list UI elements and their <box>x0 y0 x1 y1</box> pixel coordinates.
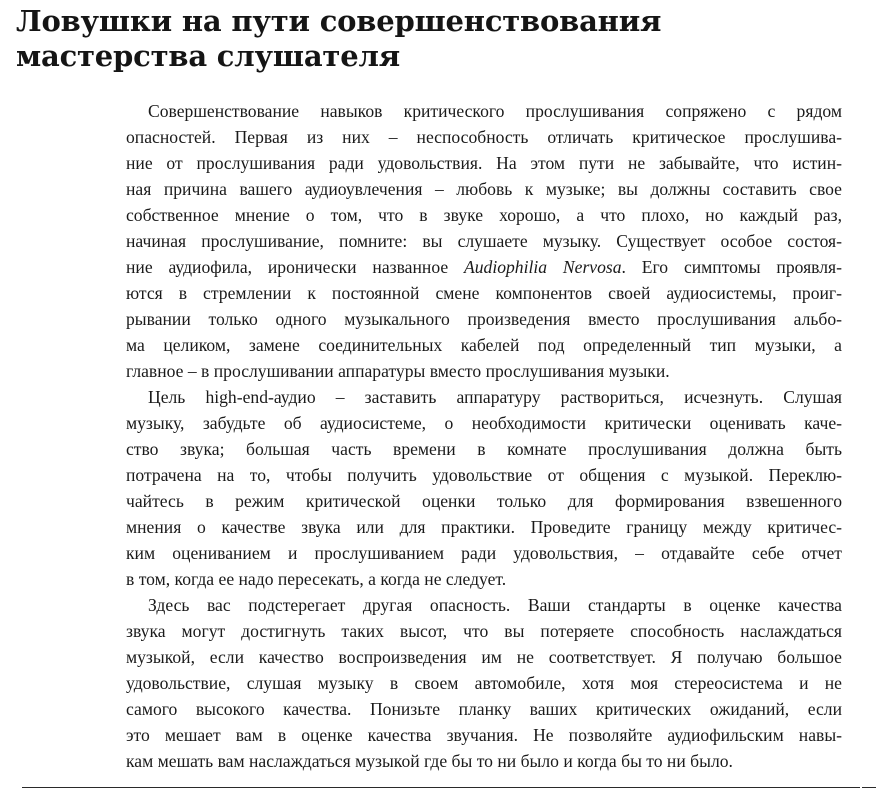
text-line: кам мешать вам наслаждаться музыкой где бы то ни было и когда бы то ни было. <box>126 751 733 771</box>
body-text <box>126 98 842 774</box>
text-line: ким оцениванием и прослушиванием ради удовольствия, – отдавайте себе отчет <box>126 543 842 563</box>
text-line: самого высокого качества. Понизьте планку ваших критических ожиданий, если <box>126 699 842 719</box>
text-line: собственное мнение о том, что в звуке хорошо, а что плохо, но каждый раз, <box>126 205 842 225</box>
paragraph-3 <box>126 592 842 774</box>
heading-line-1: Ловушки на пути совершенствования <box>16 4 662 38</box>
text-line: музыку, забудьте об аудиосистеме, о необходимости критически оценивать каче- <box>126 413 842 433</box>
bottom-rule-end <box>862 787 876 788</box>
text-line: потрачена на то, чтобы получить удовольствие от общения с музыкой. Переклю- <box>126 465 842 485</box>
text-line: Здесь вас подстерегает другая опасность. Ваши стандарты в оценке качества <box>148 595 842 615</box>
text-line: звука могут достигнуть таких высот, что вы потеряете способность наслаждаться <box>126 621 842 641</box>
section-heading <box>16 4 866 74</box>
text-line: ма целиком, замене соединительных кабелей под определенный тип музыки, а <box>126 335 842 355</box>
text-line: удовольствие, слушая музыку в своем автомобиле, хотя моя стереосистема и не <box>126 673 842 693</box>
text-line: ство звука; большая часть времени в комнате прослушивания должна быть <box>126 439 842 459</box>
heading-line-2: мастерства слушателя <box>16 39 400 73</box>
paragraph-1 <box>126 98 842 384</box>
bottom-rule <box>22 787 860 788</box>
text-line: чайтесь в режим критической оценки только для формирования взвешенного <box>126 491 842 511</box>
text-line: рывании только одного музыкального произведения вместо прослушивания альбо- <box>126 309 842 329</box>
text-line: в том, когда ее надо пересекать, а когда не следует. <box>126 569 507 589</box>
text-line: опасностей. Первая из них – неспособность отличать критическое прослушива- <box>126 127 842 147</box>
paragraph-2 <box>126 384 842 592</box>
text-line: ная причина вашего аудиоувлечения – любовь к музыке; вы должны составить свое <box>126 179 842 199</box>
text-line: Цель high-end-аудио – заставить аппаратуру раствориться, исчезнуть. Слушая <box>148 387 842 407</box>
text-line: ние от прослушивания ради удовольствия. На этом пути не забывайте, что истин- <box>126 153 842 173</box>
text-line: Совершенствование навыков критического прослушивания сопряжено с рядом <box>148 101 842 121</box>
text-line: начиная прослушивание, помните: вы слушаете музыку. Существует особое состоя- <box>126 231 842 251</box>
text-line: ются в стремлении к постоянной смене компонентов своей аудиосистемы, проиг- <box>126 283 842 303</box>
italic-term: Audiophilia Nervosa <box>463 257 622 277</box>
text-line: главное – в прослушивании аппаратуры вместо прослушивания музыки. <box>126 361 670 381</box>
text-line: музыкой, если качество воспроизведения им не соответствует. Я получаю большое <box>126 647 842 667</box>
text-line: мнения о качестве звука или для практики. Проведите границу между критичес- <box>126 517 842 537</box>
text-line: это мешает вам в оценке качества звучания. Не позволяйте аудиофильским навы- <box>126 725 842 745</box>
text-line: ние аудиофила, иронически названное Audiophilia Nervosa. Его симптомы проявля- <box>126 257 842 277</box>
